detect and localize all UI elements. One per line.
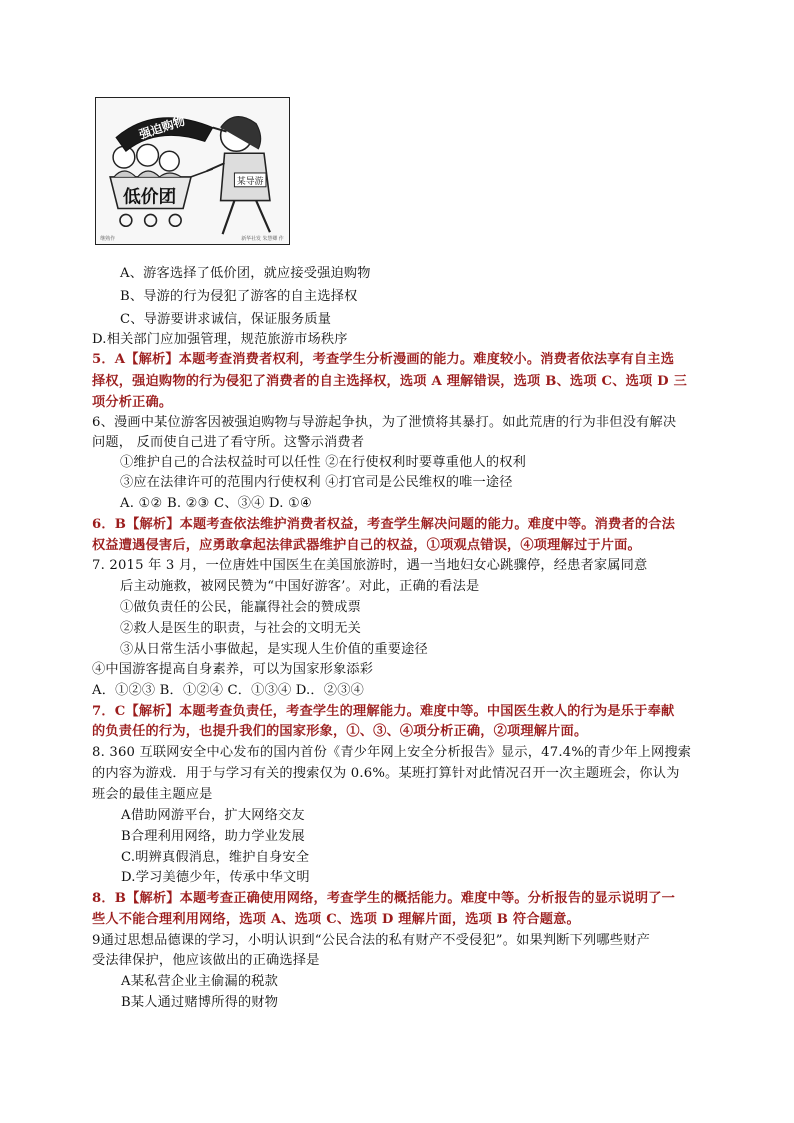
answer-analysis-line: 7．C【解析】本题考查负责任，考查学生的理解能力。难度中等。中国医生救人的行为是乐于奉献 — [92, 704, 675, 719]
statement-line: ③应在法律许可的范围内行使权利 ④打官司是公民维权的唯一途径 — [120, 475, 513, 490]
question-line: 问题， 反而使自己进了看守所。这警示消费者 — [92, 435, 365, 450]
answer-analysis-line: 6．B【解析】本题考查依法维护消费者权益，考查学生解决问题的能力。难度中等。消费者的合法 — [92, 517, 675, 532]
question-line: 8. 360 互联网安全中心发布的国内首份《青少年网上安全分析报告》显示，47.4%的青少年上网搜索 — [92, 745, 692, 760]
statement-line: ①维护自己的合法权益时可以任性 ②在行使权利时要尊重他人的权利 — [120, 455, 527, 470]
answer-analysis-line: 些人不能合理利用网络，选项 A、选项 C、选项 D 理解片面，选项 B 符合题意。 — [92, 912, 580, 927]
signature-right: 新华社发 朱慧卿 作 — [241, 236, 284, 243]
choices-line: A. ①② B. ②③ C、③④ D. ①④ — [120, 496, 313, 511]
option-line: D.相关部门应加强管理，规范旅游市场秩序 — [92, 332, 348, 347]
option-line: B某人通过赌博所得的财物 — [121, 995, 279, 1010]
option-line: B、导游的行为侵犯了游客的自主选择权 — [120, 289, 358, 304]
question-line: 班会的最佳主题应是 — [92, 787, 213, 802]
answer-analysis-line: 项分析正确。 — [92, 395, 173, 410]
option-line: C.明辨真假消息，维护自身安全 — [121, 850, 310, 865]
tourist-head — [113, 146, 135, 168]
banner-text: 强迫购物 — [137, 113, 187, 142]
guide-label: 某导游 — [236, 176, 264, 187]
cartoon-image — [95, 97, 290, 245]
option-line: C、导游要讲求诚信，保证服务质量 — [120, 312, 332, 327]
statement-line: ①做负责任的公民，能赢得社会的赞成票 — [120, 600, 361, 615]
question-line: 受法律保护，他应该做出的正确选择是 — [92, 953, 320, 968]
answer-analysis-line: 8．B【解析】本题考查正确使用网络，考查学生的概括能力。难度中等。分析报告的显示说明了一 — [92, 891, 675, 906]
option-line: D.学习美德少年，传承中华文明 — [121, 870, 310, 885]
answer-analysis-line: 5．A【解析】本题考查消费者权利，考查学生分析漫画的能力。难度较小。消费者依法享有自主选 — [92, 352, 675, 367]
answer-analysis-line: 权益遭遇侵害后，应勇敢拿起法律武器维护自己的权益，①项观点错误，④项理解过于片面。 — [92, 538, 641, 553]
choices-line: A．①②③ B．①②④ C．①③④ D.．②③④ — [92, 683, 364, 698]
signature-left: 继熟作 — [100, 236, 116, 243]
tourist-head — [137, 144, 159, 166]
tourist-head — [159, 151, 179, 171]
answer-analysis-line: 择权，强迫购物的行为侵犯了消费者的自主选择权，选项 A 理解错误，选项 B、选项 C、选项 D 三 — [92, 374, 687, 389]
question-line: 后主动施救，被网民赞为“中国好游客’。对此，正确的看法是 — [120, 579, 480, 594]
question-line: 6、漫画中某位游客因被强迫购物与导游起争执，为了泄愤将其暴打。如此荒唐的行为非但没有解决 — [92, 415, 677, 430]
option-line: A、游客选择了低价团，就应接受强迫购物 — [120, 266, 371, 281]
question-line: 9通过思想品德课的学习，小明认识到“公民合法的私有财产不受侵犯”。如果判断下列哪些财产 — [92, 933, 650, 948]
question-line: 的内容为游戏．用于与学习有关的搜索仅为 0.6%。某班打算针对此情况召开一次主题班会，你认为 — [92, 766, 680, 781]
cartoon-drawing — [96, 98, 289, 244]
option-line: B合理利用网络，助力学业发展 — [121, 829, 305, 844]
answer-analysis-line: 的负责任的行为，也提升我们的国家形象，①、③、④项分析正确，②项理解片面。 — [92, 724, 588, 739]
option-line: A借助网游平台，扩大网络交友 — [121, 808, 305, 823]
option-line: A某私营企业主偷漏的税款 — [121, 974, 278, 989]
statement-line: ②救人是医生的职责，与社会的文明无关 — [120, 621, 361, 636]
cart-label: 低价团 — [122, 187, 177, 208]
statement-line: ③从日常生活小事做起，是实现人生价值的重要途径 — [120, 642, 428, 657]
question-line: 7. 2015 年 3 月，一位唐姓中国医生在美国旅游时，遇一当地妇女心跳骤停，经患者家属同意 — [92, 558, 648, 573]
statement-line: ④中国游客提高自身素养，可以为国家形象添彩 — [92, 662, 374, 677]
